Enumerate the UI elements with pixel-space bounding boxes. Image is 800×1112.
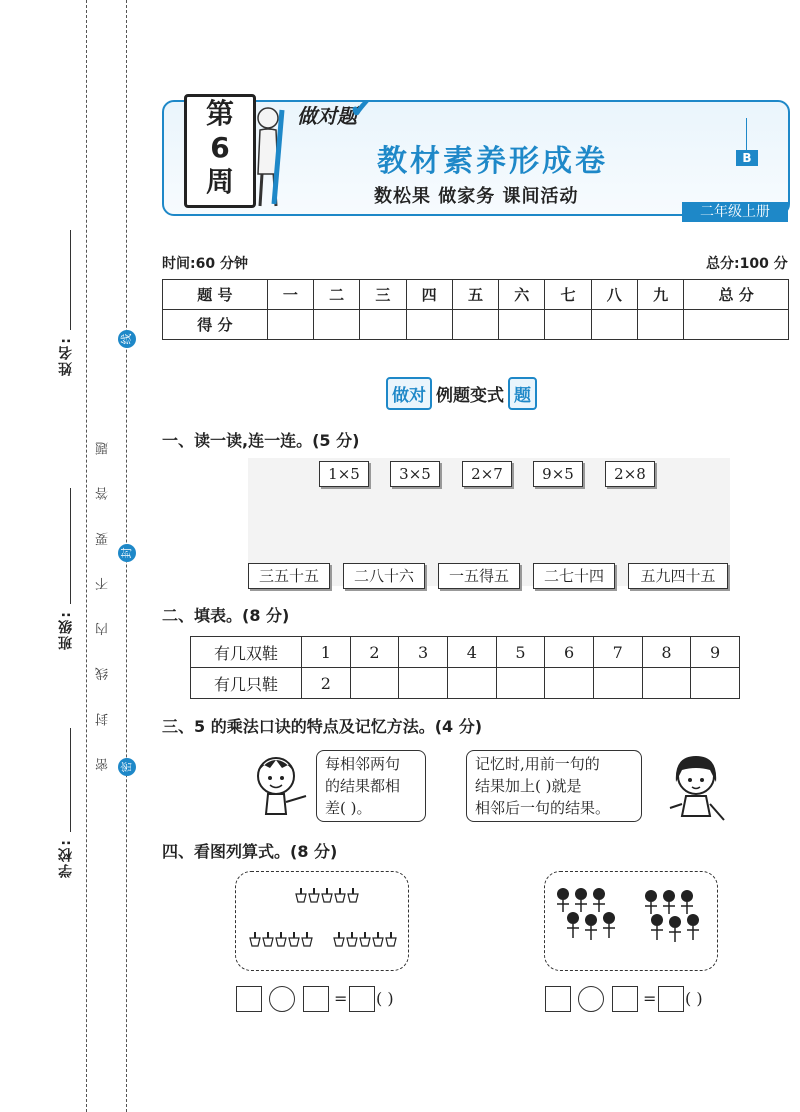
table-cell: 2 [302,668,351,699]
table-row-label: 有几只鞋 [191,668,302,699]
q3-title: 三、5 的乘法口诀的特点及记忆方法。(4 分) [162,717,483,736]
operator-circle[interactable] [269,986,295,1012]
table-cell: 8 [642,637,691,668]
table-header-cell: 八 [591,280,637,310]
table-cell: 3 [399,637,448,668]
rhyme-box[interactable]: 三五十五 [248,563,330,589]
score-cell[interactable] [591,310,637,340]
name-blank[interactable] [70,230,71,330]
table-row [163,280,789,310]
score-cell[interactable] [545,310,591,340]
table-header-cell: 五 [452,280,498,310]
table-header-cell: 题 号 [163,280,268,310]
table-row-label: 有几双鞋 [191,637,302,668]
table-cell: 1 [302,637,351,668]
week-char: 周 [205,165,234,198]
boy-icon [246,752,310,824]
bubble-line: 的结果都相 [325,777,401,795]
table-row [163,310,789,340]
expr-box[interactable]: 2×8 [605,461,655,487]
bubble-line: 差( )。 [325,799,372,817]
name-label: 姓名: [58,336,74,376]
table-row-label: 得 分 [163,310,268,340]
expr-box[interactable]: 9×5 [533,461,583,487]
answer-box[interactable] [236,986,262,1012]
score-table [162,279,789,340]
bubble-line: 记忆时,用前一句的 [475,755,600,773]
children-icon [545,872,717,970]
answer-box[interactable] [658,986,684,1012]
shoe-table [190,636,740,699]
unit-blank[interactable]: ( ) [376,989,394,1008]
school-blank[interactable] [70,728,71,832]
girl-icon [666,752,726,826]
answer-box[interactable] [349,986,375,1012]
answer-cell[interactable] [496,668,545,699]
table-cell: 6 [545,637,594,668]
score-cell[interactable] [637,310,683,340]
table-cell: 7 [593,637,642,668]
equals-sign: = [334,989,348,1008]
score-cell[interactable] [452,310,498,340]
score-cell[interactable] [406,310,452,340]
answer-cell[interactable] [545,668,594,699]
score-cell[interactable] [267,310,313,340]
rhyme-box[interactable]: 一五得五 [438,563,520,589]
table-header-cell: 三 [360,280,406,310]
expr-box[interactable]: 1×5 [319,461,369,487]
cut-line-outer [86,0,87,1112]
table-header-cell: 六 [499,280,545,310]
answer-cell[interactable] [691,668,740,699]
bubble-line: 每相邻两句 [325,755,401,773]
rhyme-box[interactable]: 二八十六 [343,563,425,589]
rhyme-box[interactable]: 五九四十五 [628,563,728,589]
expr-box[interactable]: 3×5 [390,461,440,487]
table-header-cell: 四 [406,280,452,310]
check-icon: ✔ [350,94,372,124]
answer-cell[interactable] [399,668,448,699]
bubble-line: 相邻后一句的结果。 [475,799,611,817]
class-label: 班级: [58,610,74,650]
time-info: 时间:60 分钟 [162,256,248,272]
school-label: 学校: [58,838,74,878]
version-tag: B [736,150,758,166]
score-cell[interactable] [684,310,789,340]
unit-blank[interactable]: ( ) [685,989,703,1008]
score-cell[interactable] [499,310,545,340]
mascot-icon [248,104,288,214]
section-badge [386,377,564,407]
seal-secret-icon: 密 [118,758,136,776]
score-cell[interactable] [360,310,406,340]
answer-box[interactable] [545,986,571,1012]
table-header-cell: 七 [545,280,591,310]
badge-left: 做对 [386,377,432,410]
week-char: 第 [205,97,234,130]
total-info: 总分:100 分 [706,256,788,272]
q1-title: 一、读一读,连一连。(5 分) [162,431,360,450]
table-row [191,668,740,699]
seal-line-icon: 线 [118,330,136,348]
tag-string [746,118,747,150]
brand-logo: 做对题 [297,104,357,128]
week-number: 6 [210,131,230,164]
equals-sign: = [643,989,657,1008]
q2-title: 二、填表。(8 分) [162,606,290,625]
badge-right: 题 [508,377,537,410]
table-cell: 9 [691,637,740,668]
answer-cell[interactable] [593,668,642,699]
table-header-cell: 九 [637,280,683,310]
expr-box[interactable]: 2×7 [462,461,512,487]
answer-cell[interactable] [350,668,399,699]
header-banner [162,94,788,218]
plants-picture [235,871,409,971]
speech-bubble-right [466,750,642,822]
seal-notice: 密 封 线 内 不 要 答 题 [96,428,111,771]
answer-box[interactable] [612,986,638,1012]
week-clipboard [184,94,256,208]
children-picture [544,871,718,971]
badge-middle: 例题变式 [436,386,504,406]
rhyme-box[interactable]: 二七十四 [533,563,615,589]
score-cell[interactable] [313,310,359,340]
table-header-cell: 二 [313,280,359,310]
table-cell: 4 [447,637,496,668]
table-header-cell: 一 [267,280,313,310]
table-header-cell: 总 分 [684,280,789,310]
table-cell: 2 [350,637,399,668]
q4-title: 四、看图列算式。(8 分) [162,842,338,861]
class-blank[interactable] [70,488,71,604]
table-row [191,637,740,668]
answer-cell[interactable] [447,668,496,699]
answer-cell[interactable] [642,668,691,699]
table-cell: 5 [496,637,545,668]
answer-box[interactable] [303,986,329,1012]
page-subtitle: 数松果 做家务 课间活动 [374,186,579,207]
potted-plants-icon [236,872,408,970]
operator-circle[interactable] [578,986,604,1012]
seal-seal-icon: 封 [118,544,136,562]
bubble-line: 结果加上( )就是 [475,777,582,795]
speech-bubble-left [316,750,426,822]
grade-tag: 二年级上册 [682,202,788,222]
page-title: 教材素养形成卷 [377,144,608,179]
